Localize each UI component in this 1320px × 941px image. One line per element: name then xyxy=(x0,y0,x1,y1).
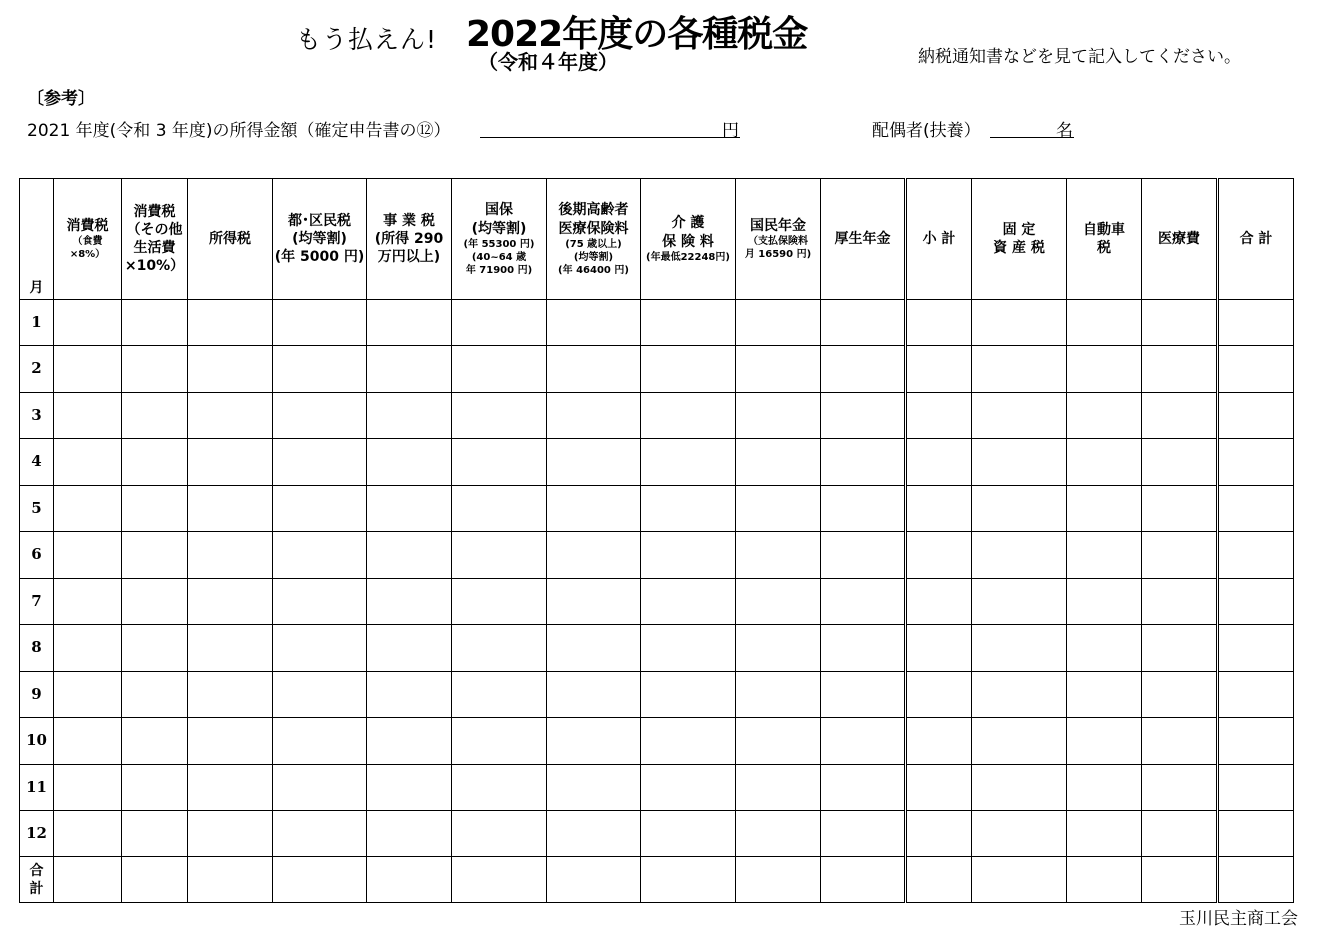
amount-cell[interactable] xyxy=(547,392,641,438)
total-row xyxy=(20,857,1294,903)
amount-cell[interactable] xyxy=(452,346,547,392)
amount-cell[interactable] xyxy=(1067,578,1142,624)
amount-cell[interactable] xyxy=(122,671,188,717)
amount-cell[interactable] xyxy=(1142,578,1218,624)
column-header-note: (40~64 歳 xyxy=(471,251,527,263)
amount-cell[interactable] xyxy=(122,532,188,578)
amount-cell[interactable] xyxy=(641,810,736,856)
amount-cell[interactable] xyxy=(188,578,273,624)
month-row xyxy=(20,764,1294,810)
amount-cell[interactable] xyxy=(54,300,122,346)
amount-cell[interactable] xyxy=(821,810,906,856)
month-row xyxy=(20,532,1294,578)
column-header-line: (均等割) xyxy=(471,220,527,237)
column-header-7 xyxy=(547,179,641,300)
amount-cell[interactable] xyxy=(641,718,736,764)
month-row xyxy=(20,671,1294,717)
amount-cell[interactable] xyxy=(1142,300,1218,346)
amount-cell[interactable] xyxy=(736,300,821,346)
page-title-era: （令和４年度） xyxy=(478,50,618,74)
amount-cell[interactable] xyxy=(821,300,906,346)
row-label: 2 xyxy=(20,346,54,392)
amount-cell[interactable] xyxy=(367,857,452,903)
amount-cell[interactable] xyxy=(736,578,821,624)
column-header-9 xyxy=(736,179,821,300)
amount-cell[interactable] xyxy=(821,485,906,531)
amount-cell[interactable] xyxy=(906,485,972,531)
amount-cell[interactable] xyxy=(367,810,452,856)
amount-cell[interactable] xyxy=(54,346,122,392)
amount-cell[interactable] xyxy=(972,810,1067,856)
amount-cell[interactable] xyxy=(547,625,641,671)
column-header-line: 厚生年金 xyxy=(834,230,891,247)
amount-cell[interactable] xyxy=(972,671,1067,717)
amount-cell[interactable] xyxy=(452,300,547,346)
amount-cell[interactable] xyxy=(547,578,641,624)
row-label: 12 xyxy=(20,810,54,856)
amount-cell[interactable] xyxy=(1218,810,1294,856)
amount-cell[interactable] xyxy=(188,532,273,578)
amount-cell[interactable] xyxy=(906,625,972,671)
amount-cell[interactable] xyxy=(906,671,972,717)
column-header-line: 資 産 税 xyxy=(993,240,1045,256)
amount-cell[interactable] xyxy=(122,857,188,903)
amount-cell[interactable] xyxy=(821,857,906,903)
amount-cell[interactable] xyxy=(641,439,736,485)
column-header-line: (所得 290 xyxy=(374,230,444,247)
amount-cell[interactable] xyxy=(452,810,547,856)
amount-cell[interactable] xyxy=(188,300,273,346)
amount-cell[interactable] xyxy=(641,485,736,531)
month-row xyxy=(20,300,1294,346)
column-header-4 xyxy=(273,179,367,300)
column-header-note: 年 71900 円) xyxy=(465,264,533,276)
amount-cell[interactable] xyxy=(1067,857,1142,903)
amount-cell[interactable] xyxy=(273,718,367,764)
amount-cell[interactable] xyxy=(452,625,547,671)
amount-cell[interactable] xyxy=(273,532,367,578)
month-row xyxy=(20,578,1294,624)
amount-cell[interactable] xyxy=(54,578,122,624)
amount-cell[interactable] xyxy=(188,671,273,717)
column-header-note: (年最低22248円) xyxy=(646,251,730,263)
amount-cell[interactable] xyxy=(1067,718,1142,764)
amount-cell[interactable] xyxy=(54,485,122,531)
amount-cell[interactable] xyxy=(906,300,972,346)
amount-cell[interactable] xyxy=(906,578,972,624)
amount-cell[interactable] xyxy=(1218,439,1294,485)
amount-cell[interactable] xyxy=(1142,439,1218,485)
amount-cell[interactable] xyxy=(641,578,736,624)
column-header-line: 医療費 xyxy=(1158,230,1200,247)
amount-cell[interactable] xyxy=(1067,485,1142,531)
row-label: 7 xyxy=(20,578,54,624)
amount-cell[interactable] xyxy=(1218,485,1294,531)
column-header-6 xyxy=(452,179,547,300)
amount-cell[interactable] xyxy=(906,810,972,856)
amount-cell[interactable] xyxy=(188,439,273,485)
amount-cell[interactable] xyxy=(821,346,906,392)
amount-cell[interactable] xyxy=(122,392,188,438)
amount-cell[interactable] xyxy=(1142,810,1218,856)
amount-cell[interactable] xyxy=(188,346,273,392)
column-header-10 xyxy=(821,179,906,300)
amount-cell[interactable] xyxy=(188,810,273,856)
amount-cell[interactable] xyxy=(54,439,122,485)
amount-cell[interactable] xyxy=(641,300,736,346)
amount-cell[interactable] xyxy=(367,764,452,810)
row-label: 3 xyxy=(20,392,54,438)
amount-cell[interactable] xyxy=(367,625,452,671)
amount-cell[interactable] xyxy=(641,346,736,392)
column-header-line: 都･区民税 xyxy=(288,212,351,229)
amount-cell[interactable] xyxy=(736,532,821,578)
amount-cell[interactable] xyxy=(906,857,972,903)
amount-cell[interactable] xyxy=(367,671,452,717)
amount-cell[interactable] xyxy=(547,810,641,856)
amount-cell[interactable] xyxy=(367,485,452,531)
amount-cell[interactable] xyxy=(188,718,273,764)
month-column-header: 月 xyxy=(20,179,54,300)
amount-cell[interactable] xyxy=(736,764,821,810)
month-row xyxy=(20,346,1294,392)
amount-cell[interactable] xyxy=(367,346,452,392)
row-label: 合 計 xyxy=(20,857,54,903)
amount-cell[interactable] xyxy=(1067,392,1142,438)
amount-cell[interactable] xyxy=(54,625,122,671)
amount-cell[interactable] xyxy=(122,300,188,346)
amount-cell[interactable] xyxy=(547,671,641,717)
amount-cell[interactable] xyxy=(1142,625,1218,671)
amount-cell[interactable] xyxy=(972,625,1067,671)
amount-cell[interactable] xyxy=(641,764,736,810)
amount-cell[interactable] xyxy=(736,625,821,671)
column-header-line: 自動車 xyxy=(1083,221,1125,238)
column-header-line: 合 計 xyxy=(1239,230,1273,247)
column-header-13 xyxy=(1067,179,1142,300)
amount-cell[interactable] xyxy=(1218,532,1294,578)
amount-cell[interactable] xyxy=(1142,671,1218,717)
column-header-8 xyxy=(641,179,736,300)
amount-cell[interactable] xyxy=(452,671,547,717)
page-title: 2022年度の各種税金 xyxy=(466,14,808,55)
row-label: 9 xyxy=(20,671,54,717)
column-header-5 xyxy=(367,179,452,300)
amount-cell[interactable] xyxy=(1218,578,1294,624)
amount-cell[interactable] xyxy=(1142,346,1218,392)
amount-cell[interactable] xyxy=(821,578,906,624)
amount-cell[interactable] xyxy=(188,625,273,671)
amount-cell[interactable] xyxy=(1142,392,1218,438)
amount-cell[interactable] xyxy=(547,718,641,764)
amount-cell[interactable] xyxy=(1142,857,1218,903)
row-label: 4 xyxy=(20,439,54,485)
column-header-2 xyxy=(122,179,188,300)
amount-cell[interactable] xyxy=(1067,439,1142,485)
column-header-line: 国民年金 xyxy=(750,217,806,234)
amount-cell[interactable] xyxy=(821,439,906,485)
amount-cell[interactable] xyxy=(906,718,972,764)
amount-cell[interactable] xyxy=(972,485,1067,531)
amount-cell[interactable] xyxy=(736,810,821,856)
column-header-line: 医療保険料 xyxy=(558,220,629,237)
amount-cell[interactable] xyxy=(1067,625,1142,671)
column-header-note: (均等割) xyxy=(573,251,614,263)
column-header-11 xyxy=(906,179,972,300)
amount-cell[interactable] xyxy=(547,764,641,810)
amount-cell[interactable] xyxy=(122,439,188,485)
column-header-line: 事 業 税 xyxy=(383,212,435,229)
amount-cell[interactable] xyxy=(1218,671,1294,717)
amount-cell[interactable] xyxy=(736,485,821,531)
column-header-line: 保 険 料 xyxy=(662,233,714,250)
amount-cell[interactable] xyxy=(122,625,188,671)
column-header-line: 小 計 xyxy=(922,230,956,247)
amount-cell[interactable] xyxy=(972,346,1067,392)
amount-cell[interactable] xyxy=(547,439,641,485)
amount-cell[interactable] xyxy=(1142,532,1218,578)
amount-cell[interactable] xyxy=(1067,300,1142,346)
amount-cell[interactable] xyxy=(972,718,1067,764)
column-header-line: (均等割) xyxy=(292,230,347,247)
row-label: 11 xyxy=(20,764,54,810)
amount-cell[interactable] xyxy=(273,810,367,856)
month-row xyxy=(20,625,1294,671)
amount-cell[interactable] xyxy=(821,392,906,438)
amount-cell[interactable] xyxy=(273,392,367,438)
amount-cell[interactable] xyxy=(367,300,452,346)
amount-cell[interactable] xyxy=(906,392,972,438)
amount-cell[interactable] xyxy=(972,392,1067,438)
amount-cell[interactable] xyxy=(1142,764,1218,810)
amount-cell[interactable] xyxy=(641,532,736,578)
amount-cell[interactable] xyxy=(273,671,367,717)
organization-name: 玉川民主商工会 xyxy=(1179,909,1298,929)
amount-cell[interactable] xyxy=(452,439,547,485)
amount-cell[interactable] xyxy=(122,764,188,810)
amount-cell[interactable] xyxy=(547,857,641,903)
spouse-unit: 名 xyxy=(1056,121,1073,141)
amount-cell[interactable] xyxy=(972,532,1067,578)
amount-cell[interactable] xyxy=(641,392,736,438)
row-label: 6 xyxy=(20,532,54,578)
amount-cell[interactable] xyxy=(906,532,972,578)
column-header-line: 万円以上) xyxy=(377,249,441,266)
amount-cell[interactable] xyxy=(906,346,972,392)
amount-cell[interactable] xyxy=(1067,532,1142,578)
amount-cell[interactable] xyxy=(972,857,1067,903)
amount-cell[interactable] xyxy=(367,578,452,624)
amount-cell[interactable] xyxy=(452,485,547,531)
amount-cell[interactable] xyxy=(906,439,972,485)
column-header-line: （その他 xyxy=(126,221,183,238)
amount-cell[interactable] xyxy=(1218,392,1294,438)
amount-cell[interactable] xyxy=(1067,671,1142,717)
column-header-line: 後期高齢者 xyxy=(558,202,629,219)
amount-cell[interactable] xyxy=(122,346,188,392)
amount-cell[interactable] xyxy=(736,392,821,438)
amount-cell[interactable] xyxy=(1218,718,1294,764)
amount-cell[interactable] xyxy=(188,857,273,903)
amount-cell[interactable] xyxy=(1218,857,1294,903)
column-header-note: (年 46400 円) xyxy=(558,264,629,276)
amount-cell[interactable] xyxy=(122,718,188,764)
amount-cell[interactable] xyxy=(367,718,452,764)
amount-cell[interactable] xyxy=(1067,810,1142,856)
amount-cell[interactable] xyxy=(1218,625,1294,671)
amount-cell[interactable] xyxy=(367,532,452,578)
income-amount-field[interactable] xyxy=(480,137,740,138)
amount-cell[interactable] xyxy=(547,532,641,578)
row-label: 10 xyxy=(20,718,54,764)
column-header-line: 介 護 xyxy=(671,215,705,232)
amount-cell[interactable] xyxy=(188,485,273,531)
amount-cell[interactable] xyxy=(547,300,641,346)
column-header-line: 国保 xyxy=(485,202,513,219)
amount-cell[interactable] xyxy=(1067,346,1142,392)
amount-cell[interactable] xyxy=(821,532,906,578)
amount-cell[interactable] xyxy=(54,764,122,810)
amount-cell[interactable] xyxy=(54,671,122,717)
month-row xyxy=(20,439,1294,485)
amount-cell[interactable] xyxy=(821,625,906,671)
column-header-note: (75 歳以上) xyxy=(565,238,622,250)
instruction-text: 納税通知書などを見て記入してください。 xyxy=(918,47,1241,67)
column-header-note: ×8%） xyxy=(69,249,106,261)
amount-cell[interactable] xyxy=(736,718,821,764)
amount-cell[interactable] xyxy=(188,392,273,438)
amount-cell[interactable] xyxy=(452,718,547,764)
row-label: 5 xyxy=(20,485,54,531)
column-header-line: 生活費 xyxy=(133,240,176,256)
amount-cell[interactable] xyxy=(367,439,452,485)
amount-cell[interactable] xyxy=(54,857,122,903)
amount-cell[interactable] xyxy=(367,392,452,438)
amount-cell[interactable] xyxy=(1067,764,1142,810)
amount-cell[interactable] xyxy=(1142,718,1218,764)
amount-cell[interactable] xyxy=(1218,346,1294,392)
amount-cell[interactable] xyxy=(972,578,1067,624)
amount-cell[interactable] xyxy=(906,764,972,810)
column-header-line: 固 定 xyxy=(1002,221,1036,238)
amount-cell[interactable] xyxy=(452,532,547,578)
month-row xyxy=(20,485,1294,531)
column-header-line: 消費税 xyxy=(66,217,109,234)
month-row xyxy=(20,810,1294,856)
amount-cell[interactable] xyxy=(547,346,641,392)
column-header-line: 税 xyxy=(1097,240,1111,256)
reference-label: 〔参考〕 xyxy=(27,89,95,109)
column-header-note: 月 16590 円) xyxy=(744,249,812,261)
amount-cell[interactable] xyxy=(273,625,367,671)
amount-cell[interactable] xyxy=(54,718,122,764)
amount-cell[interactable] xyxy=(54,532,122,578)
column-header-note: (年 55300 円) xyxy=(463,238,535,250)
amount-cell[interactable] xyxy=(273,439,367,485)
income-label: 2021 年度(令和 3 年度)の所得金額（確定申告書の⑫） xyxy=(27,121,451,141)
tax-table xyxy=(19,178,1294,903)
row-label: 8 xyxy=(20,625,54,671)
column-header-12 xyxy=(972,179,1067,300)
amount-cell[interactable] xyxy=(972,439,1067,485)
amount-cell[interactable] xyxy=(54,392,122,438)
amount-cell[interactable] xyxy=(821,671,906,717)
column-header-14 xyxy=(1142,179,1218,300)
amount-cell[interactable] xyxy=(821,718,906,764)
spouse-label: 配偶者(扶養） xyxy=(872,121,981,141)
amount-cell[interactable] xyxy=(641,671,736,717)
income-unit: 円 xyxy=(722,121,739,141)
amount-cell[interactable] xyxy=(1218,764,1294,810)
amount-cell[interactable] xyxy=(736,346,821,392)
row-label: 1 xyxy=(20,300,54,346)
amount-cell[interactable] xyxy=(54,810,122,856)
amount-cell[interactable] xyxy=(122,578,188,624)
amount-cell[interactable] xyxy=(641,625,736,671)
amount-cell[interactable] xyxy=(972,300,1067,346)
column-header-15 xyxy=(1218,179,1294,300)
amount-cell[interactable] xyxy=(972,764,1067,810)
amount-cell[interactable] xyxy=(273,346,367,392)
amount-cell[interactable] xyxy=(452,764,547,810)
month-row xyxy=(20,392,1294,438)
amount-cell[interactable] xyxy=(547,485,641,531)
column-header-line: ×10%） xyxy=(124,258,185,275)
amount-cell[interactable] xyxy=(273,485,367,531)
column-header-note: （支払保険料 xyxy=(748,236,808,248)
amount-cell[interactable] xyxy=(452,392,547,438)
amount-cell[interactable] xyxy=(122,810,188,856)
amount-cell[interactable] xyxy=(736,439,821,485)
amount-cell[interactable] xyxy=(122,485,188,531)
column-header-line: 所得税 xyxy=(209,230,251,247)
amount-cell[interactable] xyxy=(641,857,736,903)
amount-cell[interactable] xyxy=(273,578,367,624)
column-header-line: 消費税 xyxy=(133,203,176,220)
amount-cell[interactable] xyxy=(1218,300,1294,346)
month-row xyxy=(20,718,1294,764)
amount-cell[interactable] xyxy=(736,857,821,903)
subtitle-left: もう払えん! xyxy=(296,25,438,54)
column-header-1 xyxy=(54,179,122,300)
column-header-3 xyxy=(188,179,273,300)
amount-cell[interactable] xyxy=(452,857,547,903)
column-header-note: （食費 xyxy=(72,236,103,248)
amount-cell[interactable] xyxy=(821,764,906,810)
amount-cell[interactable] xyxy=(452,578,547,624)
amount-cell[interactable] xyxy=(273,764,367,810)
amount-cell[interactable] xyxy=(273,857,367,903)
amount-cell[interactable] xyxy=(736,671,821,717)
amount-cell[interactable] xyxy=(188,764,273,810)
amount-cell[interactable] xyxy=(273,300,367,346)
amount-cell[interactable] xyxy=(1142,485,1218,531)
column-header-line: (年 5000 円) xyxy=(274,249,365,266)
